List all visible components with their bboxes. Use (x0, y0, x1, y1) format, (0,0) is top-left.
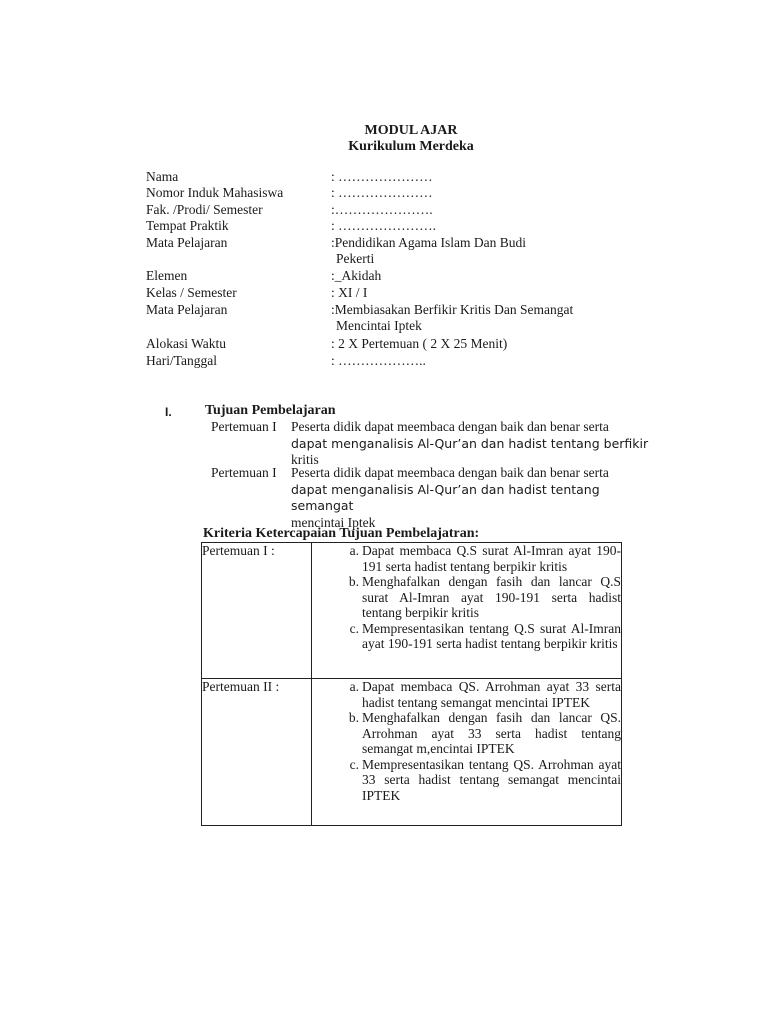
list-item-text: Menghafalkan dengan fasih dan lancar Q.S surat Al-Imran ayat 190-191 serta hadist tentang berpikir kritis (362, 574, 621, 620)
identity-label-mapel-2: Mata Pelajaran (146, 302, 228, 317)
list-item (312, 621, 621, 652)
meeting-objective (291, 419, 661, 469)
identity-value-kelas: : XI / I (331, 285, 368, 300)
identity-value-elemen: :_Akidah (331, 268, 382, 283)
table-cell-meeting: Pertemuan I : (202, 543, 312, 679)
list-item (312, 574, 621, 621)
identity-value-mapel-2-cont: Mencintai Iptek (336, 318, 422, 333)
identity-value-mapel-2: :Membiasakan Berfikir Kritis Dan Semangat (331, 302, 574, 317)
identity-value-nama: : ………………… (331, 169, 433, 184)
criteria-title: Kriteria Ketercapaian Tujuan Pembelajatran: (203, 526, 480, 541)
meeting-label: Pertemuan I (211, 419, 277, 434)
list-marker: c. (349, 620, 359, 636)
list-item-text: Mempresentasikan tentang QS. Arrohman ayat 33 serta hadist tentang semangat mencintai IPTEK (362, 756, 621, 803)
identity-label-nama: Nama (146, 169, 179, 184)
identity-label-kelas: Kelas / Semester (146, 285, 237, 300)
table-cell-criteria (312, 543, 622, 679)
list-item-text: Dapat membaca Q.S surat Al-Imran ayat 190-191 serta hadist tentang berpikir kritis (362, 543, 621, 574)
list-marker: b. (348, 710, 359, 725)
list-item (312, 710, 621, 757)
list-item (312, 679, 621, 710)
table-row (202, 679, 622, 826)
identity-value-nim: : ………………… (331, 185, 433, 200)
list-item-text: Mempresentasikan tentang Q.S surat Al-Imran ayat 190-191 serta hadist tentang berpikir kritis (362, 620, 621, 651)
table-row (202, 543, 622, 679)
identity-value-tempat: : …………………. (331, 218, 437, 233)
list-item (312, 757, 621, 804)
identity-label-alokasi: Alokasi Waktu (146, 336, 227, 351)
identity-value-mapel: :Pendidikan Agama Islam Dan Budi (331, 235, 526, 250)
meeting-objective (291, 465, 661, 531)
meeting-objective-line: dapat menganalisis Al-Qur’an dan hadist tentang semangat (291, 481, 600, 513)
identity-label-nim: Nomor Induk Mahasiswa (146, 185, 284, 200)
identity-value-alokasi: : 2 X Pertemuan ( 2 X 25 Menit) (331, 336, 508, 351)
list-marker: a. (349, 679, 359, 694)
document-title: MODUL AJAR (364, 123, 458, 138)
identity-label-elemen: Elemen (146, 268, 188, 283)
meeting-objective-line: kritis (291, 452, 319, 467)
identity-label-hari: Hari/Tanggal (146, 353, 218, 368)
meeting-objective-line: mencintai Iptek (291, 514, 376, 530)
criteria-table (201, 542, 622, 826)
list-item-text: Menghafalkan dengan fasih dan lancar QS. Arrohman ayat 33 serta hadist tentang semangat m,encintai IPTEK (362, 710, 621, 756)
identity-value-fakultas: :…………………. (331, 202, 433, 217)
meeting-objective-line: Peserta didik dapat meembaca dengan baik dan benar serta (291, 419, 609, 434)
document-subtitle: Kurikulum Merdeka (348, 139, 474, 154)
list-item-text: Dapat membaca QS. Arrohman ayat 33 serta hadist tentang semangat mencintai IPTEK (362, 679, 621, 710)
meeting-objective-line: dapat menganalisis Al-Qur’an dan hadist tentang berfikir (291, 435, 649, 451)
identity-value-hari: : ……………….. (331, 353, 426, 368)
section-title: Tujuan Pembelajaran (205, 403, 336, 418)
identity-label-fakultas: Fak. /Prodi/ Semester (146, 202, 263, 217)
list-item (312, 543, 621, 574)
identity-label-mapel: Mata Pelajaran (146, 235, 228, 250)
list-marker: c. (349, 756, 359, 772)
identity-value-mapel-cont: Pekerti (336, 251, 375, 266)
identity-label-tempat: Tempat Praktik (146, 218, 229, 233)
table-cell-criteria (312, 679, 622, 826)
meeting-objective-line: Peserta didik dapat meembaca dengan baik dan benar serta (291, 465, 609, 480)
table-cell-meeting: Pertemuan II : (202, 679, 312, 826)
meeting-label: Pertemuan I (211, 465, 277, 480)
section-number: I. (165, 405, 172, 419)
list-marker: a. (349, 543, 359, 558)
list-marker: b. (348, 574, 359, 589)
